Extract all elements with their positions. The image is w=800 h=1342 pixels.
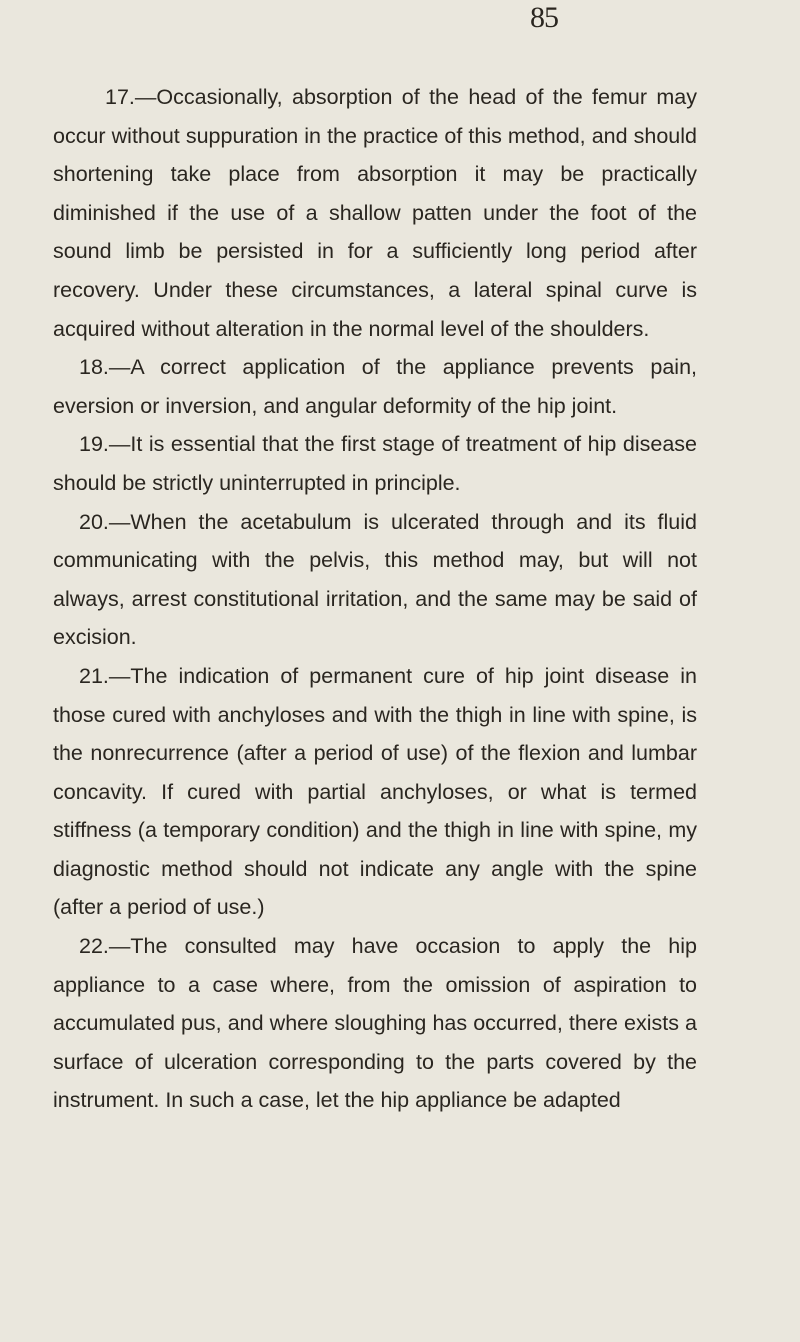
paragraph-18: 18.—A correct application of the appliance prevents pain, eversion or inversion, and angular deformity of the hip joint. [53,355,697,418]
paragraph-17: 17.—Occasionally, absorption of the head of the femur may occur without suppuration in the practice of this method, and should shortening take place from absorption it may be practically diminished if the use of a shallow patten under the foot of the sound limb be persisted in for a sufficiently long period after recovery. Under these circumstances, a lateral spinal curve is acquired without alteration in the normal level of the shoulders. [53,85,697,341]
paragraph-20: 20.—When the acetabulum is ulcerated through and its fluid communicating with the pelvis, this method may, but will not always, arrest constitutional irritation, and the same may be said of excision. [53,509,697,650]
page-number: 85 [530,1,558,34]
paragraph-21: 21.—The indication of permanent cure of hip joint disease in those cured with anchyloses and with the thigh in line with spine, is the nonrecurrence (after a period of use) of the flexion and lumbar concavity. If cured with partial anchyloses, or what is termed stiffness (a temporary condition) and the thigh in line with spine, my diagnostic method should not indicate any angle with the spine (after a period of use.) [53,663,697,920]
paragraph-19: 19.—It is essential that the first stage of treatment of hip disease should be strictly uninterrupted in principle. [53,432,697,495]
page-body [53,78,697,1120]
paragraph-22: 22.—The consulted may have occasion to apply the hip appliance to a case where, from the omission of aspiration to accumulated pus, and where sloughing has occurred, there exists a surface of ulceration corresponding to the parts covered by the instrument. In such a case, let the hip appliance be adapted [53,934,697,1113]
